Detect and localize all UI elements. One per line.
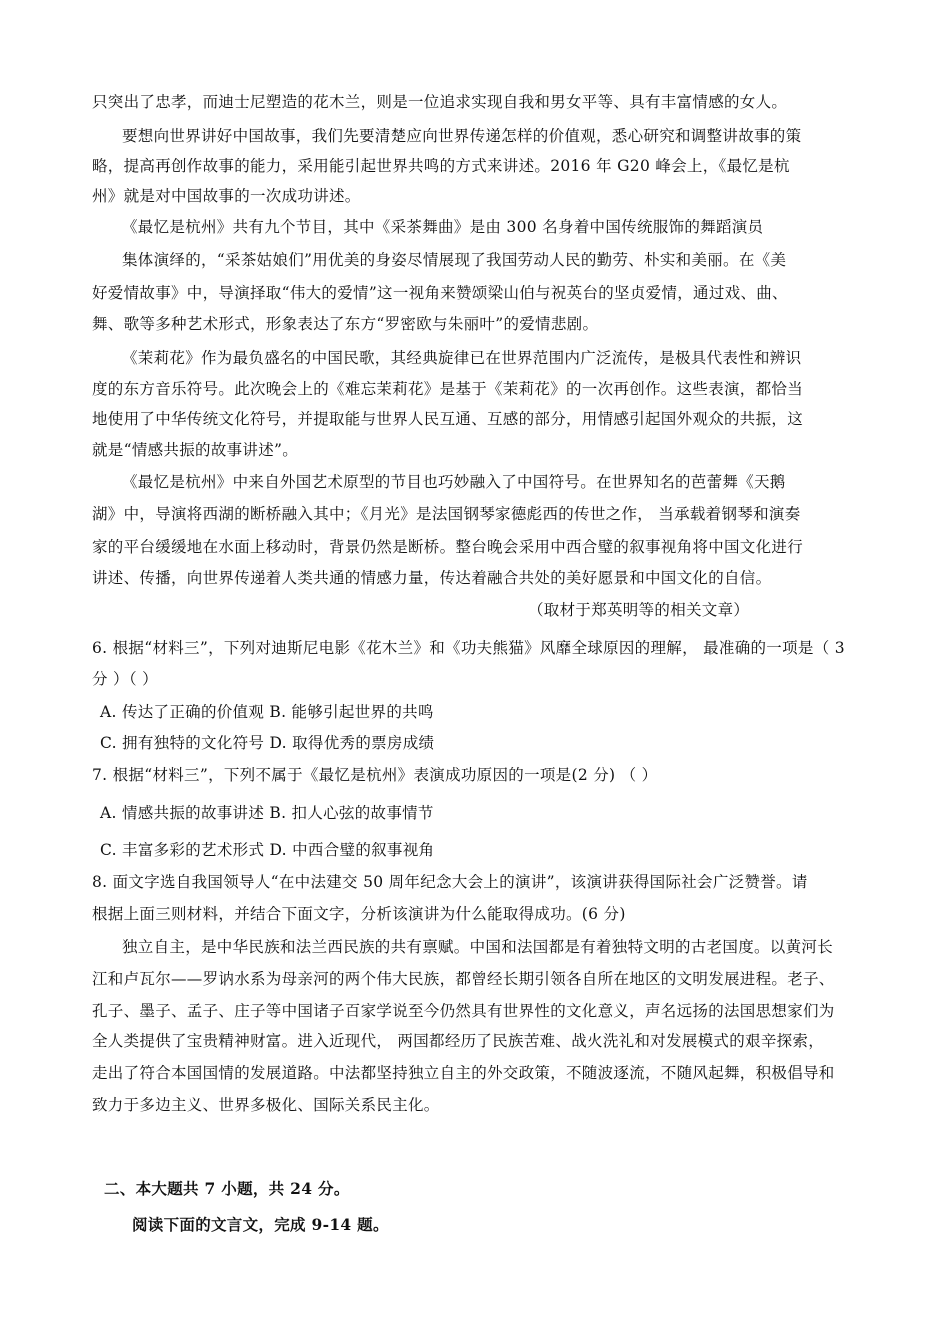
section-instruction: 阅读下面的文言文，完成 9-14 题。: [132, 1215, 389, 1234]
question-7-options-ab: A. 情感共振的故事讲述 B. 扣人心弦的故事情节: [100, 804, 434, 822]
text-line: 好爱情故事》中，导演择取“伟大的爱情”这一视角来赞颂梁山伯与祝英台的坚贞爱情，通过戏、曲、: [92, 284, 788, 302]
text-line: 全人类提供了宝贵精神财富。进入近现代， 两国都经历了民族苦难、战火洗礼和对发展模式的艰辛探索，: [92, 1032, 825, 1050]
text-line: 江和卢瓦尔——罗讷水系为母亲河的两个伟大民族，都曾经长期引领各自所在地区的文明发展进程。老子、: [92, 970, 835, 988]
question-7: 7. 根据“材料三”，下列不属于《最忆是杭州》表演成功原因的一项是(2 分) （ ）: [92, 766, 658, 784]
text-line: 《茉莉花》作为最负盛名的中国民歌，其经典旋律已在世界范围内广泛流传，是极具代表性和辨识: [122, 349, 802, 367]
text-line: 讲述、传播，向世界传递着人类共通的情感力量，传达着融合共处的美好愿景和中国文化的自信。: [92, 569, 772, 587]
question-8-cont: 根据上面三则材料，并结合下面文字，分析该演讲为什么能取得成功。(6 分): [92, 905, 626, 923]
text-line: 孔子、墨子、孟子、庄子等中国诸子百家学说至今仍然具有世界性的文化意义，声名远扬的法国思想家们为: [92, 1002, 835, 1020]
text-line: 就是“情感共振的故事讲述”。: [92, 441, 299, 459]
text-line: 走出了符合本国国情的发展道路。中法都坚持独立自主的外交政策，不随波逐流，不随风起舞，积极倡导和: [92, 1064, 835, 1082]
text-line: 略，提高再创作故事的能力，采用能引起世界共鸣的方式来讲述。2016 年 G20 峰会上，《最忆是杭: [92, 157, 790, 175]
text-line: 湖》中，导演将西湖的断桥融入其中；《月光》是法国钢琴家德彪西的传世之作， 当承载着钢琴和演奏: [92, 505, 801, 523]
text-line: 舞、歌等多种艺术形式，形象表达了东方“罗密欧与朱丽叶”的爱情悲剧。: [92, 315, 599, 333]
text-line: 要想向世界讲好中国故事，我们先要清楚应向世界传递怎样的价值观，悉心研究和调整讲故事的策: [122, 127, 802, 145]
source-citation: （取材于郑英明等的相关文章）: [528, 601, 750, 619]
text-line: 度的东方音乐符号。此次晚会上的《难忘茉莉花》是基于《茉莉花》的一次再创作。这些表演，都恰当: [92, 380, 804, 398]
text-line: 独立自主，是中华民族和法兰西民族的共有禀赋。中国和法国都是有着独特文明的古老国度。以黄河长: [122, 938, 834, 956]
section-heading: 二、本大题共 7 小题，共 24 分。: [104, 1179, 350, 1198]
text-line: 地使用了中华传统文化符号，并提取能与世界人民互通、互感的部分，用情感引起国外观众的共振，这: [92, 410, 804, 428]
question-7-options-cd: C. 丰富多彩的艺术形式 D. 中西合璧的叙事视角: [100, 841, 435, 859]
text-line: 只突出了忠孝，而迪士尼塑造的花木兰，则是一位追求实现自我和男女平等、具有丰富情感的女人。: [92, 93, 788, 111]
text-line: 《最忆是杭州》中来自外国艺术原型的节目也巧妙融入了中国符号。在世界知名的芭蕾舞《天鹅: [122, 473, 786, 491]
question-6-cont: 分 ）（ ）: [92, 670, 158, 688]
text-line: 集体演绎的，“采茶姑娘们”用优美的身姿尽情展现了我国劳动人民的勤劳、朴实和美丽。在《美: [122, 251, 787, 269]
question-6-options-ab: A. 传达了正确的价值观 B. 能够引起世界的共鸣: [100, 703, 434, 721]
text-line: 家的平台缓缓地在水面上移动时，背景仍然是断桥。整台晚会采用中西合璧的叙事视角将中国文化进行: [92, 538, 804, 556]
text-line: 《最忆是杭州》共有九个节目，其中《采茶舞曲》是由 300 名身着中国传统服饰的舞蹈演员: [122, 218, 764, 236]
text-line: 州》就是对中国故事的一次成功讲述。: [92, 187, 361, 205]
text-line: 致力于多边主义、世界多极化、国际关系民主化。: [92, 1096, 440, 1114]
question-6: 6. 根据“材料三”，下列对迪斯尼电影《花木兰》和《功夫熊猫》风靡全球原因的理解， 最准确的一项是（ 3: [92, 639, 845, 657]
question-8: 8. 面文字选自我国领导人“在中法建交 50 周年纪念大会上的演讲”，该演讲获得国际社会广泛赞誉。请: [92, 873, 808, 891]
question-6-options-cd: C. 拥有独特的文化符号 D. 取得优秀的票房成绩: [100, 734, 435, 752]
